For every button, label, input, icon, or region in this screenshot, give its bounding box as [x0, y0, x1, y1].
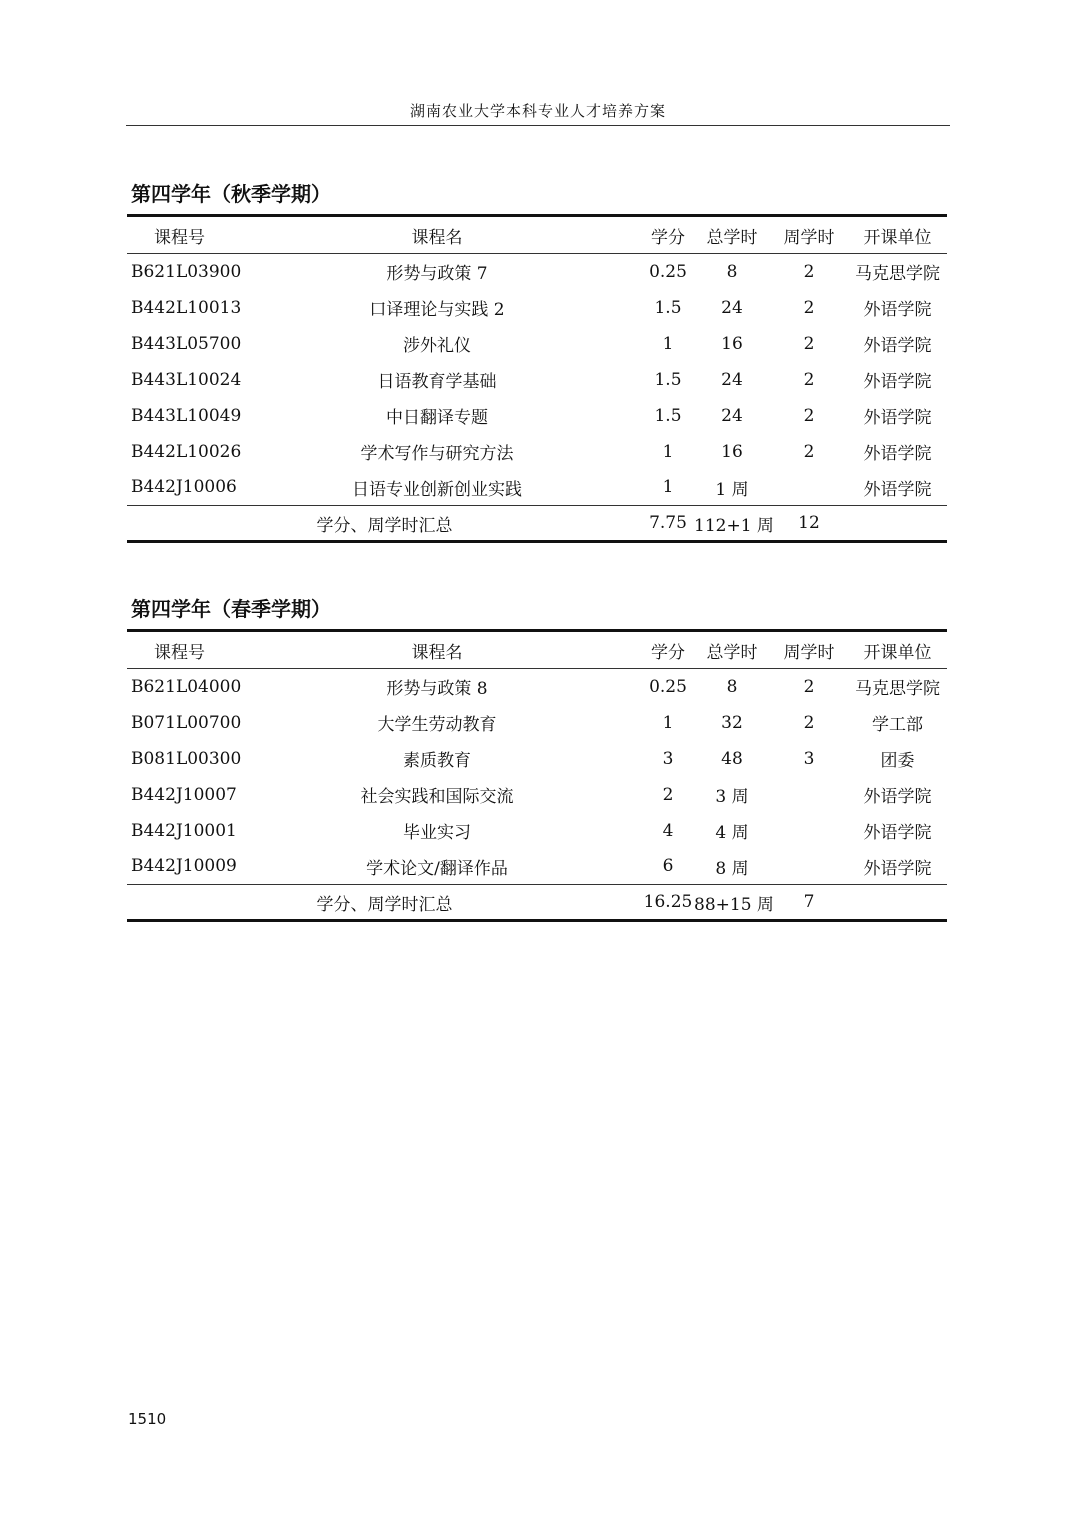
course-total-hours: 24 [721, 369, 743, 390]
course-code: B081L00300 [131, 748, 242, 769]
summary-weekly-hours: 12 [770, 506, 848, 542]
course-total-hours: 1 周 [715, 479, 749, 500]
course-total-hours: 16 [721, 333, 743, 354]
course-weekly-hours: 2 [803, 676, 815, 697]
table-row [127, 777, 947, 813]
table-row [127, 849, 947, 885]
summary-row [127, 506, 947, 542]
course-total-hours: 8 [726, 261, 738, 282]
table-row [127, 326, 947, 362]
course-credits: 0.25 [649, 261, 687, 282]
course-code: B442J10001 [131, 820, 237, 841]
course-credits: 1.5 [654, 297, 682, 318]
course-weekly-hours: 2 [803, 369, 815, 390]
course-credits: 1 [662, 477, 674, 498]
course-name: 大学生劳动教育 [377, 715, 497, 735]
course-credits: 2 [662, 784, 674, 805]
course-department: 外语学院 [863, 444, 932, 464]
course-department: 马克思学院 [855, 264, 940, 285]
summary-label: 学分、周学时汇总 [127, 885, 642, 921]
course-table-spring [127, 629, 947, 922]
page-header: 湖南农业大学本科专业人才培养方案 [126, 100, 950, 126]
summary-label: 学分、周学时汇总 [127, 506, 642, 542]
course-name: 毕业实习 [403, 823, 471, 843]
course-department: 外语学院 [863, 408, 932, 428]
course-name: 日语专业创新创业实践 [352, 479, 522, 500]
course-total-hours: 8 [726, 676, 738, 697]
course-code: B071L00700 [131, 712, 242, 733]
course-department: 外语学院 [863, 336, 932, 356]
section-title-spring: 第四学年（春季学期） [131, 597, 331, 621]
table-header-row [127, 631, 947, 669]
course-total-hours: 3 周 [715, 787, 749, 807]
course-name: 学术写作与研究方法 [360, 444, 514, 464]
course-code: B442L10026 [131, 441, 242, 462]
course-weekly-hours: 3 [803, 748, 815, 769]
course-name: 口译理论与实践 2 [369, 300, 505, 320]
col-header-department: 开课单位 [848, 631, 947, 669]
col-header-weekly-hours: 周学时 [770, 631, 848, 669]
course-name: 学术论文/翻译作品 [366, 858, 508, 879]
table-row [127, 290, 947, 326]
course-weekly-hours: 2 [803, 261, 815, 282]
course-code: B442L10013 [131, 297, 242, 318]
col-header-weekly-hours: 周学时 [770, 216, 848, 254]
course-department: 外语学院 [863, 858, 932, 879]
summary-empty [848, 885, 947, 921]
summary-weekly-hours: 7 [770, 885, 848, 921]
course-weekly-hours [770, 777, 848, 813]
summary-credits: 7.75 [642, 506, 694, 542]
page-number: 1510 [128, 1410, 167, 1428]
course-name: 中日翻译专题 [386, 408, 488, 428]
col-header-credits: 学分 [642, 631, 694, 669]
col-header-name: 课程名 [232, 631, 642, 669]
table-row [127, 362, 947, 398]
course-credits: 1 [662, 441, 674, 462]
summary-empty [848, 506, 947, 542]
course-credits: 1 [662, 333, 674, 354]
table-row [127, 398, 947, 434]
course-department: 外语学院 [863, 787, 932, 807]
summary-total-hours: 88+15 周 [694, 885, 770, 921]
course-total-hours: 24 [721, 297, 743, 318]
course-code: B443L05700 [131, 333, 242, 354]
course-credits: 6 [662, 856, 674, 877]
course-total-hours: 16 [721, 441, 743, 462]
course-department: 学工部 [872, 715, 923, 735]
course-total-hours: 32 [721, 712, 743, 733]
course-department: 外语学院 [863, 372, 932, 392]
col-header-code: 课程号 [127, 631, 232, 669]
course-credits: 4 [662, 820, 674, 841]
col-header-code: 课程号 [127, 216, 232, 254]
course-name: 社会实践和国际交流 [360, 787, 514, 807]
course-credits: 1.5 [654, 405, 682, 426]
course-weekly-hours: 2 [803, 441, 815, 462]
table-header-row [127, 216, 947, 254]
col-header-credits: 学分 [642, 216, 694, 254]
course-weekly-hours: 2 [803, 333, 815, 354]
course-department: 外语学院 [863, 479, 932, 500]
course-weekly-hours: 2 [803, 405, 815, 426]
course-table-autumn [127, 214, 947, 543]
course-weekly-hours: 2 [803, 297, 815, 318]
course-credits: 1 [662, 712, 674, 733]
course-code: B621L03900 [131, 261, 242, 282]
course-name: 素质教育 [403, 751, 471, 771]
course-name: 形势与政策 7 [386, 264, 488, 285]
course-weekly-hours: 2 [803, 712, 815, 733]
course-department: 外语学院 [863, 300, 932, 320]
course-total-hours: 8 周 [715, 858, 749, 879]
section-title-autumn: 第四学年（秋季学期） [131, 182, 331, 206]
table-row [127, 813, 947, 849]
table-row [127, 254, 947, 290]
course-weekly-hours [770, 813, 848, 849]
course-total-hours: 48 [721, 748, 743, 769]
course-code: B442J10009 [131, 856, 237, 877]
table-row [127, 741, 947, 777]
course-weekly-hours [770, 849, 848, 885]
summary-row [127, 885, 947, 921]
course-name: 涉外礼仪 [403, 336, 471, 356]
course-total-hours: 24 [721, 405, 743, 426]
col-header-total-hours: 总学时 [694, 631, 770, 669]
summary-total-hours: 112+1 周 [694, 506, 770, 542]
col-header-department: 开课单位 [848, 216, 947, 254]
course-department: 团委 [880, 751, 915, 771]
table-row [127, 705, 947, 741]
course-credits: 3 [662, 748, 674, 769]
course-code: B442J10006 [131, 477, 237, 498]
course-code: B442J10007 [131, 784, 237, 805]
summary-credits: 16.25 [642, 885, 694, 921]
course-credits: 0.25 [649, 676, 687, 697]
table-row [127, 434, 947, 470]
col-header-name: 课程名 [232, 216, 642, 254]
course-code: B443L10049 [131, 405, 242, 426]
course-department: 外语学院 [863, 823, 932, 843]
table-row [127, 470, 947, 506]
course-department: 马克思学院 [855, 679, 940, 700]
course-name: 日语教育学基础 [377, 372, 497, 392]
course-code: B443L10024 [131, 369, 242, 390]
course-weekly-hours [770, 470, 848, 506]
course-code: B621L04000 [131, 676, 242, 697]
table-row [127, 669, 947, 705]
course-total-hours: 4 周 [715, 823, 749, 843]
course-credits: 1.5 [654, 369, 682, 390]
course-name: 形势与政策 8 [386, 679, 488, 700]
col-header-total-hours: 总学时 [694, 216, 770, 254]
